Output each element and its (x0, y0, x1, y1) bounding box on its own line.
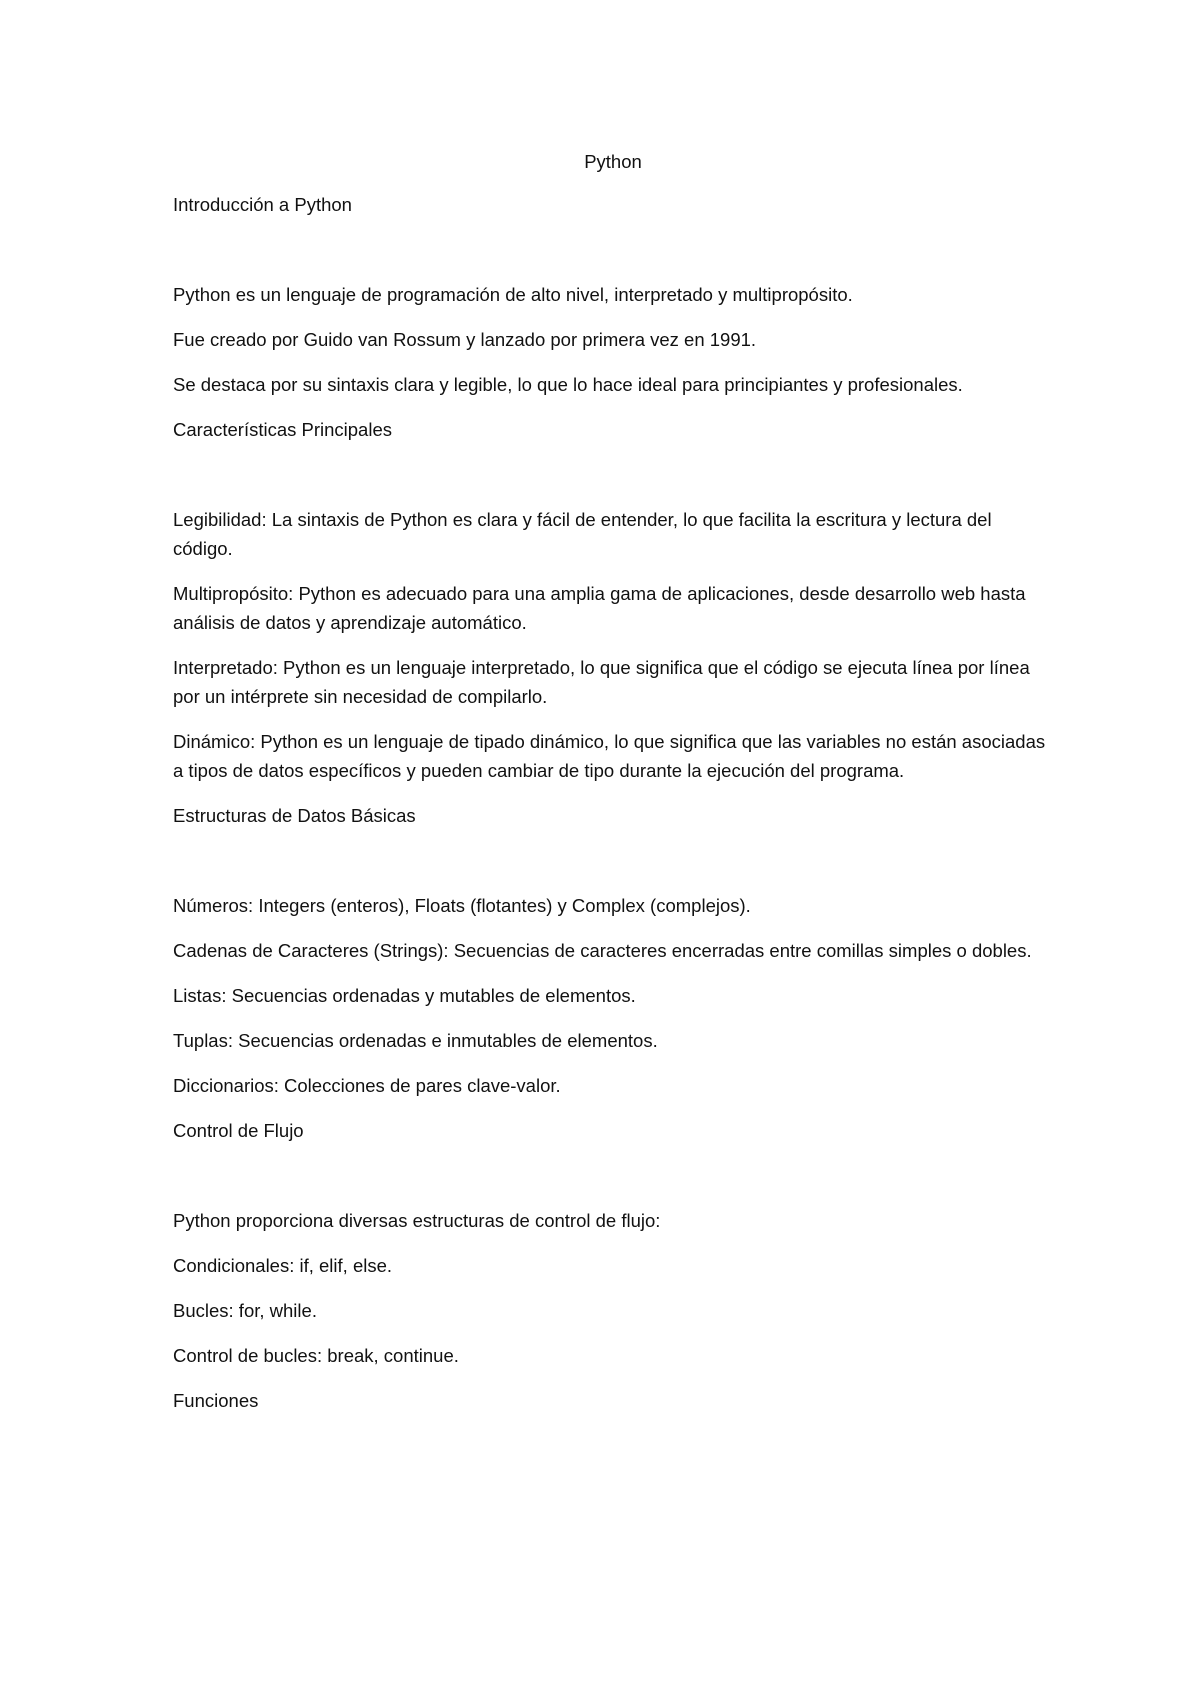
paragraph: Diccionarios: Colecciones de pares clave-valor. (173, 1075, 561, 1096)
document-body (173, 147, 1053, 1431)
paragraph: Condicionales: if, elif, else. (173, 1255, 393, 1276)
paragraph: Dinámico: Python es un lenguaje de tipado dinámico, lo que significa que las variables no están asociadas a tipos de datos específicos y pueden cambiar de tipo durante la ejecución del programa. (173, 731, 1046, 781)
paragraph: Números: Integers (enteros), Floats (flotantes) y Complex (complejos). (173, 895, 751, 916)
blank-line (173, 1161, 1053, 1206)
section-heading-intro: Introducción a Python (173, 194, 352, 215)
paragraph: Listas: Secuencias ordenadas y mutables de elementos. (173, 985, 636, 1006)
blank-line (173, 460, 1053, 505)
paragraph: Fue creado por Guido van Rossum y lanzado por primera vez en 1991. (173, 329, 757, 350)
paragraph: Python es un lenguaje de programación de alto nivel, interpretado y multipropósito. (173, 284, 853, 305)
blank-line (173, 235, 1053, 280)
section-heading-features: Características Principales (173, 419, 392, 440)
blank-line (173, 846, 1053, 891)
paragraph: Control de bucles: break, continue. (173, 1345, 459, 1366)
document-title: Python (584, 151, 642, 172)
paragraph: Interpretado: Python es un lenguaje interpretado, lo que significa que el código se ejecuta línea por línea por un intérprete sin necesidad de compilarlo. (173, 657, 1030, 707)
section-heading-functions: Funciones (173, 1390, 259, 1411)
paragraph: Python proporciona diversas estructuras de control de flujo: (173, 1210, 661, 1231)
paragraph: Bucles: for, while. (173, 1300, 317, 1321)
paragraph: Cadenas de Caracteres (Strings): Secuencias de caracteres encerradas entre comillas simples o dobles. (173, 940, 1032, 961)
section-heading-control-flow: Control de Flujo (173, 1120, 304, 1141)
paragraph: Multipropósito: Python es adecuado para una amplia gama de aplicaciones, desde desarrollo web hasta análisis de datos y aprendizaje automático. (173, 583, 1026, 633)
paragraph: Tuplas: Secuencias ordenadas e inmutables de elementos. (173, 1030, 658, 1051)
section-heading-data-structures: Estructuras de Datos Básicas (173, 805, 416, 826)
paragraph: Se destaca por su sintaxis clara y legible, lo que lo hace ideal para principiantes y profesionales. (173, 374, 963, 395)
paragraph: Legibilidad: La sintaxis de Python es clara y fácil de entender, lo que facilita la escritura y lectura del código. (173, 509, 992, 559)
